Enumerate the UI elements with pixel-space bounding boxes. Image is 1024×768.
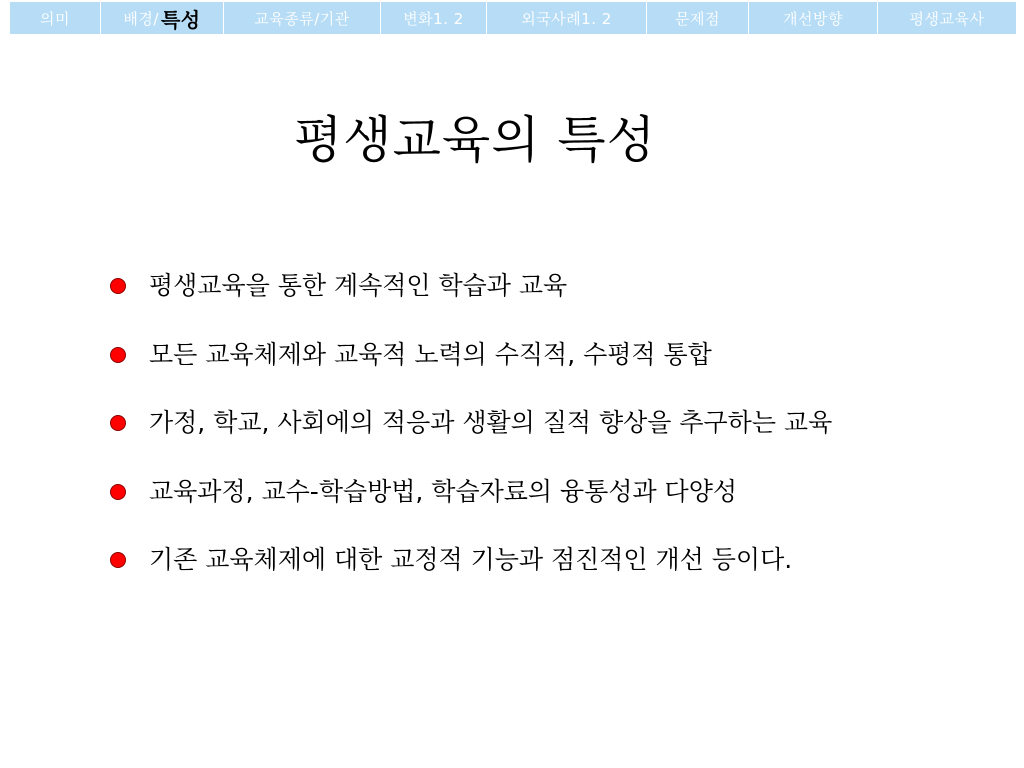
- tab-meaning[interactable]: [10, 2, 101, 34]
- tab-education-types-institutions[interactable]: [224, 2, 381, 34]
- bullet-dot-icon: [110, 415, 126, 431]
- list-item: [110, 387, 832, 456]
- top-navigation-bar: [10, 2, 1016, 34]
- tab-label: 교육종류/기관: [254, 9, 350, 28]
- bullet-text: 기존 교육체제에 대한 교정적 기능과 점진적인 개선 등이다.: [149, 545, 793, 575]
- list-item: [110, 319, 832, 388]
- tab-label: 외국사례1. 2: [521, 9, 612, 28]
- tab-label: 문제점: [675, 9, 720, 28]
- bullet-dot-icon: [110, 278, 126, 294]
- tab-label-current: 특성: [160, 7, 201, 32]
- bullet-text: 모든 교육체제와 교육적 노력의 수직적, 수평적 통합: [149, 339, 712, 369]
- bullet-dot-icon: [110, 552, 126, 568]
- tab-improvement-directions[interactable]: [749, 2, 878, 34]
- tab-label: 평생교육사: [909, 9, 985, 28]
- tab-foreign-cases[interactable]: [487, 2, 647, 34]
- slide-title: 평생교육의 특성: [294, 111, 656, 169]
- tab-label: 의미: [40, 9, 70, 28]
- tab-background-characteristics[interactable]: [101, 2, 224, 34]
- bullet-list: [110, 250, 832, 593]
- tab-label: 변화1. 2: [403, 9, 464, 28]
- list-item: [110, 524, 832, 593]
- bullet-dot-icon: [110, 347, 126, 363]
- bullet-text: 가정, 학교, 사회에의 적응과 생활의 질적 향상을 추구하는 교육: [149, 408, 833, 438]
- bullet-text: 평생교육을 통한 계속적인 학습과 교육: [149, 271, 568, 301]
- tab-label: 개선방향: [783, 9, 843, 28]
- tab-changes[interactable]: [381, 2, 487, 34]
- bullet-dot-icon: [110, 484, 126, 500]
- tab-problems[interactable]: [647, 2, 749, 34]
- tab-label: 배경/: [123, 9, 159, 28]
- list-item: [110, 456, 832, 525]
- tab-lifelong-educator[interactable]: [878, 2, 1016, 34]
- bullet-text: 교육과정, 교수-학습방법, 학습자료의 융통성과 다양성: [149, 476, 738, 506]
- list-item: [110, 250, 832, 319]
